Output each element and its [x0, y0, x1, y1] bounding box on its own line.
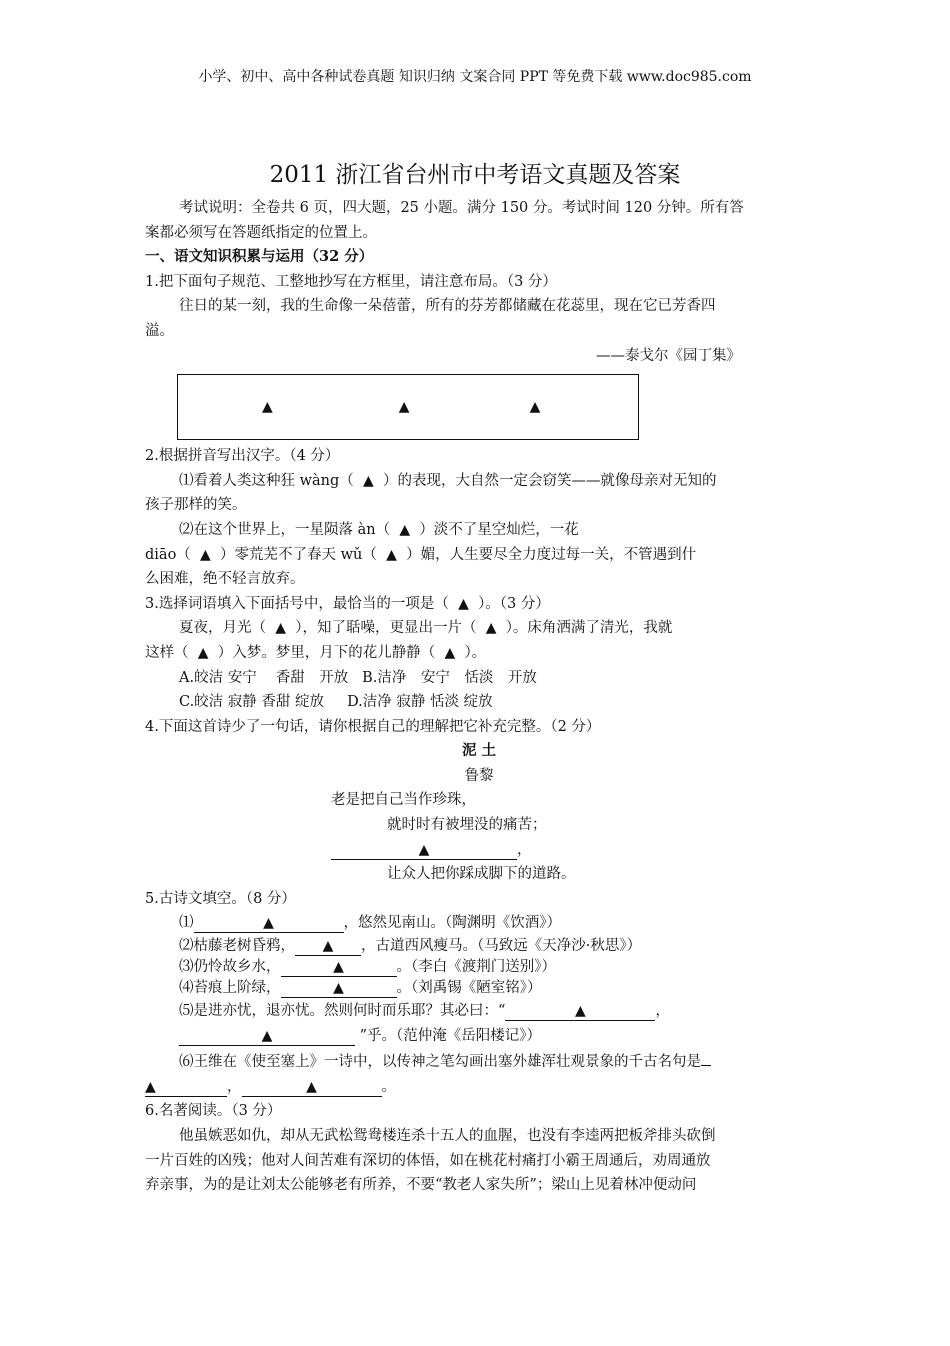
- exam-content: [145, 196, 813, 1198]
- q5-item3: ⑶仍怜故乡水， ▲ 。（李白《渡荆门送别》）: [179, 959, 556, 976]
- q1-source: ——泰戈尔《园丁集》: [596, 347, 741, 364]
- answer-marker: ▲: [399, 521, 411, 538]
- answer-blank: [194, 915, 344, 933]
- q5-stem: 5.古诗文填空。（8 分）: [145, 890, 296, 907]
- answer-marker: ▲: [444, 644, 456, 661]
- q2-item2-line1: ⑵在这个世界上，一星陨落 àn（ ▲ ）淡不了星空灿烂，一花: [179, 521, 579, 538]
- q6-text-line3: 弃亲事，为的是让刘太公能够老有所养，不要“教老人家失所”；梁山上见着林冲便动问: [145, 1177, 697, 1194]
- page-header: 小学、初中、高中各种试卷真题 知识归纳 文案合同 PPT 等免费下载 www.doc985.com: [198, 69, 752, 85]
- q5-item6-line2: ▲ ， ▲ 。: [145, 1078, 396, 1095]
- q6-text-line1: 他虽嫉恶如仇，却从无武松鸳鸯楼连杀十五人的血腥，也没有李逵两把板斧排头砍倒: [179, 1128, 716, 1144]
- answer-marker: ▲: [197, 644, 209, 661]
- answer-marker: ▲: [306, 1078, 317, 1095]
- q6-text-line2: 一片百姓的凶残；他对人间苦难有深切的体悟，如在桃花村痛打小霸王周通后，劝周通放: [145, 1152, 711, 1169]
- answer-blank: [281, 959, 397, 977]
- answer-marker: ▲: [458, 595, 469, 612]
- answer-marker: ▲: [322, 938, 334, 955]
- q1-answer-box: [177, 374, 639, 440]
- q2-item1-line1: ⑴看着人类这种狂 wàng（ ▲ ）的表现，大自然一定会窃笑——就像母亲对无知的: [179, 472, 717, 489]
- answer-marker: ▲: [200, 546, 211, 563]
- answer-marker: ▲: [529, 399, 541, 416]
- q5-item2: ⑵枯藤老树昏鸦， ▲ ，古道西风瘦马。（马致远《天净沙·秋思》）: [179, 938, 642, 955]
- q1-stem: 1.把下面句子规范、工整地抄写在方框里，请注意布局。（3 分）: [145, 273, 557, 290]
- exam-notice-line1: 考试说明：全卷共 6 页，四大题，25 小题。满分 150 分。考试时间 120 分钟。所有答: [179, 200, 744, 216]
- poem-line3: ▲ ，: [145, 838, 813, 863]
- answer-marker: ▲: [275, 620, 286, 637]
- answer-blank: [701, 1048, 711, 1066]
- q1-text-line2: 溢。: [145, 322, 174, 339]
- answer-marker: ▲: [575, 1003, 586, 1020]
- answer-marker: ▲: [363, 472, 374, 489]
- answer-marker: ▲: [398, 399, 410, 416]
- q3-options-ab: [145, 666, 813, 691]
- q5-item1: ⑴ ▲ ，悠然见南山。（陶渊明《饮酒》）: [179, 915, 561, 932]
- option-a: A.皎洁 安宁 香甜 开放: [179, 669, 349, 686]
- answer-blank: [295, 938, 361, 956]
- q5-item6-line1: ⑹王维在《使至塞上》一诗中，以传神之笔勾画出塞外雄浑壮观景象的千古名句是: [145, 1048, 813, 1075]
- answer-marker: ▲: [333, 959, 344, 976]
- q3-options-cd: [145, 690, 813, 715]
- answer-blank: [179, 1028, 355, 1046]
- option-b: B.洁净 安宁 恬淡 开放: [362, 669, 537, 686]
- answer-marker: ▲: [333, 980, 344, 997]
- q3-text-line1: 夏夜，月光（ ▲ ），知了聒噪，更显出一片（ ▲ ）。床角洒满了清光，我就: [179, 620, 673, 637]
- answer-blank: [242, 1079, 382, 1097]
- option-d: D.洁净 寂静 恬淡 绽放: [347, 694, 493, 711]
- answer-marker: ▲: [386, 546, 397, 563]
- answer-marker: ▲: [263, 915, 274, 932]
- answer-marker: ▲: [145, 1078, 156, 1095]
- q6-stem: 6.名著阅读。（3 分）: [145, 1103, 282, 1120]
- poem-line1: 老是把自己当作珍珠，: [331, 792, 476, 809]
- answer-marker: ▲: [418, 841, 430, 858]
- q5-item5-line1: ⑸是进亦忧，退亦忧。然则何时而乐耶？其必曰：“ ▲ ，: [179, 1003, 670, 1020]
- q5-item4: ⑷苔痕上阶绿， ▲ 。（刘禹锡《陋室铭》）: [179, 980, 542, 997]
- section-heading: 一、语文知识积累与运用（32 分）: [145, 248, 374, 266]
- q5-item5-line2: ▲ ”乎。（范仲淹《岳阳楼记》）: [145, 1024, 813, 1049]
- q3-stem: 3.选择词语填入下面括号中，最恰当的一项是（ ▲ ）。（3 分）: [145, 595, 550, 612]
- q2-stem: 2.根据拼音写出汉字。（4 分）: [145, 448, 340, 465]
- q1-text-line1: 往日的某一刻，我的生命像一朵蓓蕾，所有的芬芳都储藏在花蕊里，现在它已芳香四: [179, 298, 716, 315]
- q4-stem: 4.下面这首诗少了一句话，请你根据自己的理解把它补充完整。（2 分）: [145, 718, 601, 735]
- q2-item1-line2: 孩子那样的笑。: [145, 497, 247, 514]
- answer-blank: [505, 1003, 655, 1021]
- answer-blank: [145, 1079, 227, 1097]
- poem-line4: 让众人把你踩成脚下的道路。: [387, 866, 576, 883]
- q3-text-line2: 这样（ ▲ ）入梦。梦里，月下的花儿静静（ ▲ ）。: [145, 644, 487, 661]
- answer-blank: [331, 842, 517, 860]
- exam-notice-line2: 案都必须写在答题纸指定的位置上。: [145, 224, 377, 241]
- answer-marker: ▲: [262, 399, 273, 416]
- poem-title: 泥 土: [461, 742, 497, 760]
- answer-marker: ▲: [261, 1027, 273, 1044]
- option-c: C.皎洁 寂静 香甜 绽放: [179, 694, 325, 711]
- answer-marker: ▲: [485, 620, 497, 637]
- q2-item2-line3: 么困难，绝不轻言放弃。: [145, 571, 305, 588]
- poem-author: 鲁黎: [464, 767, 494, 784]
- answer-blank: [281, 980, 397, 998]
- page-title: 2011 浙江省台州市中考语文真题及答案: [269, 162, 681, 188]
- q2-item2-line2: diāo（ ▲ ）零荒芜不了春天 wǔ（ ▲ ）媚，人生要尽全力度过每一关，不管遇到什: [145, 546, 697, 563]
- poem-line2: 就时时有被埋没的痛苦；: [387, 817, 547, 834]
